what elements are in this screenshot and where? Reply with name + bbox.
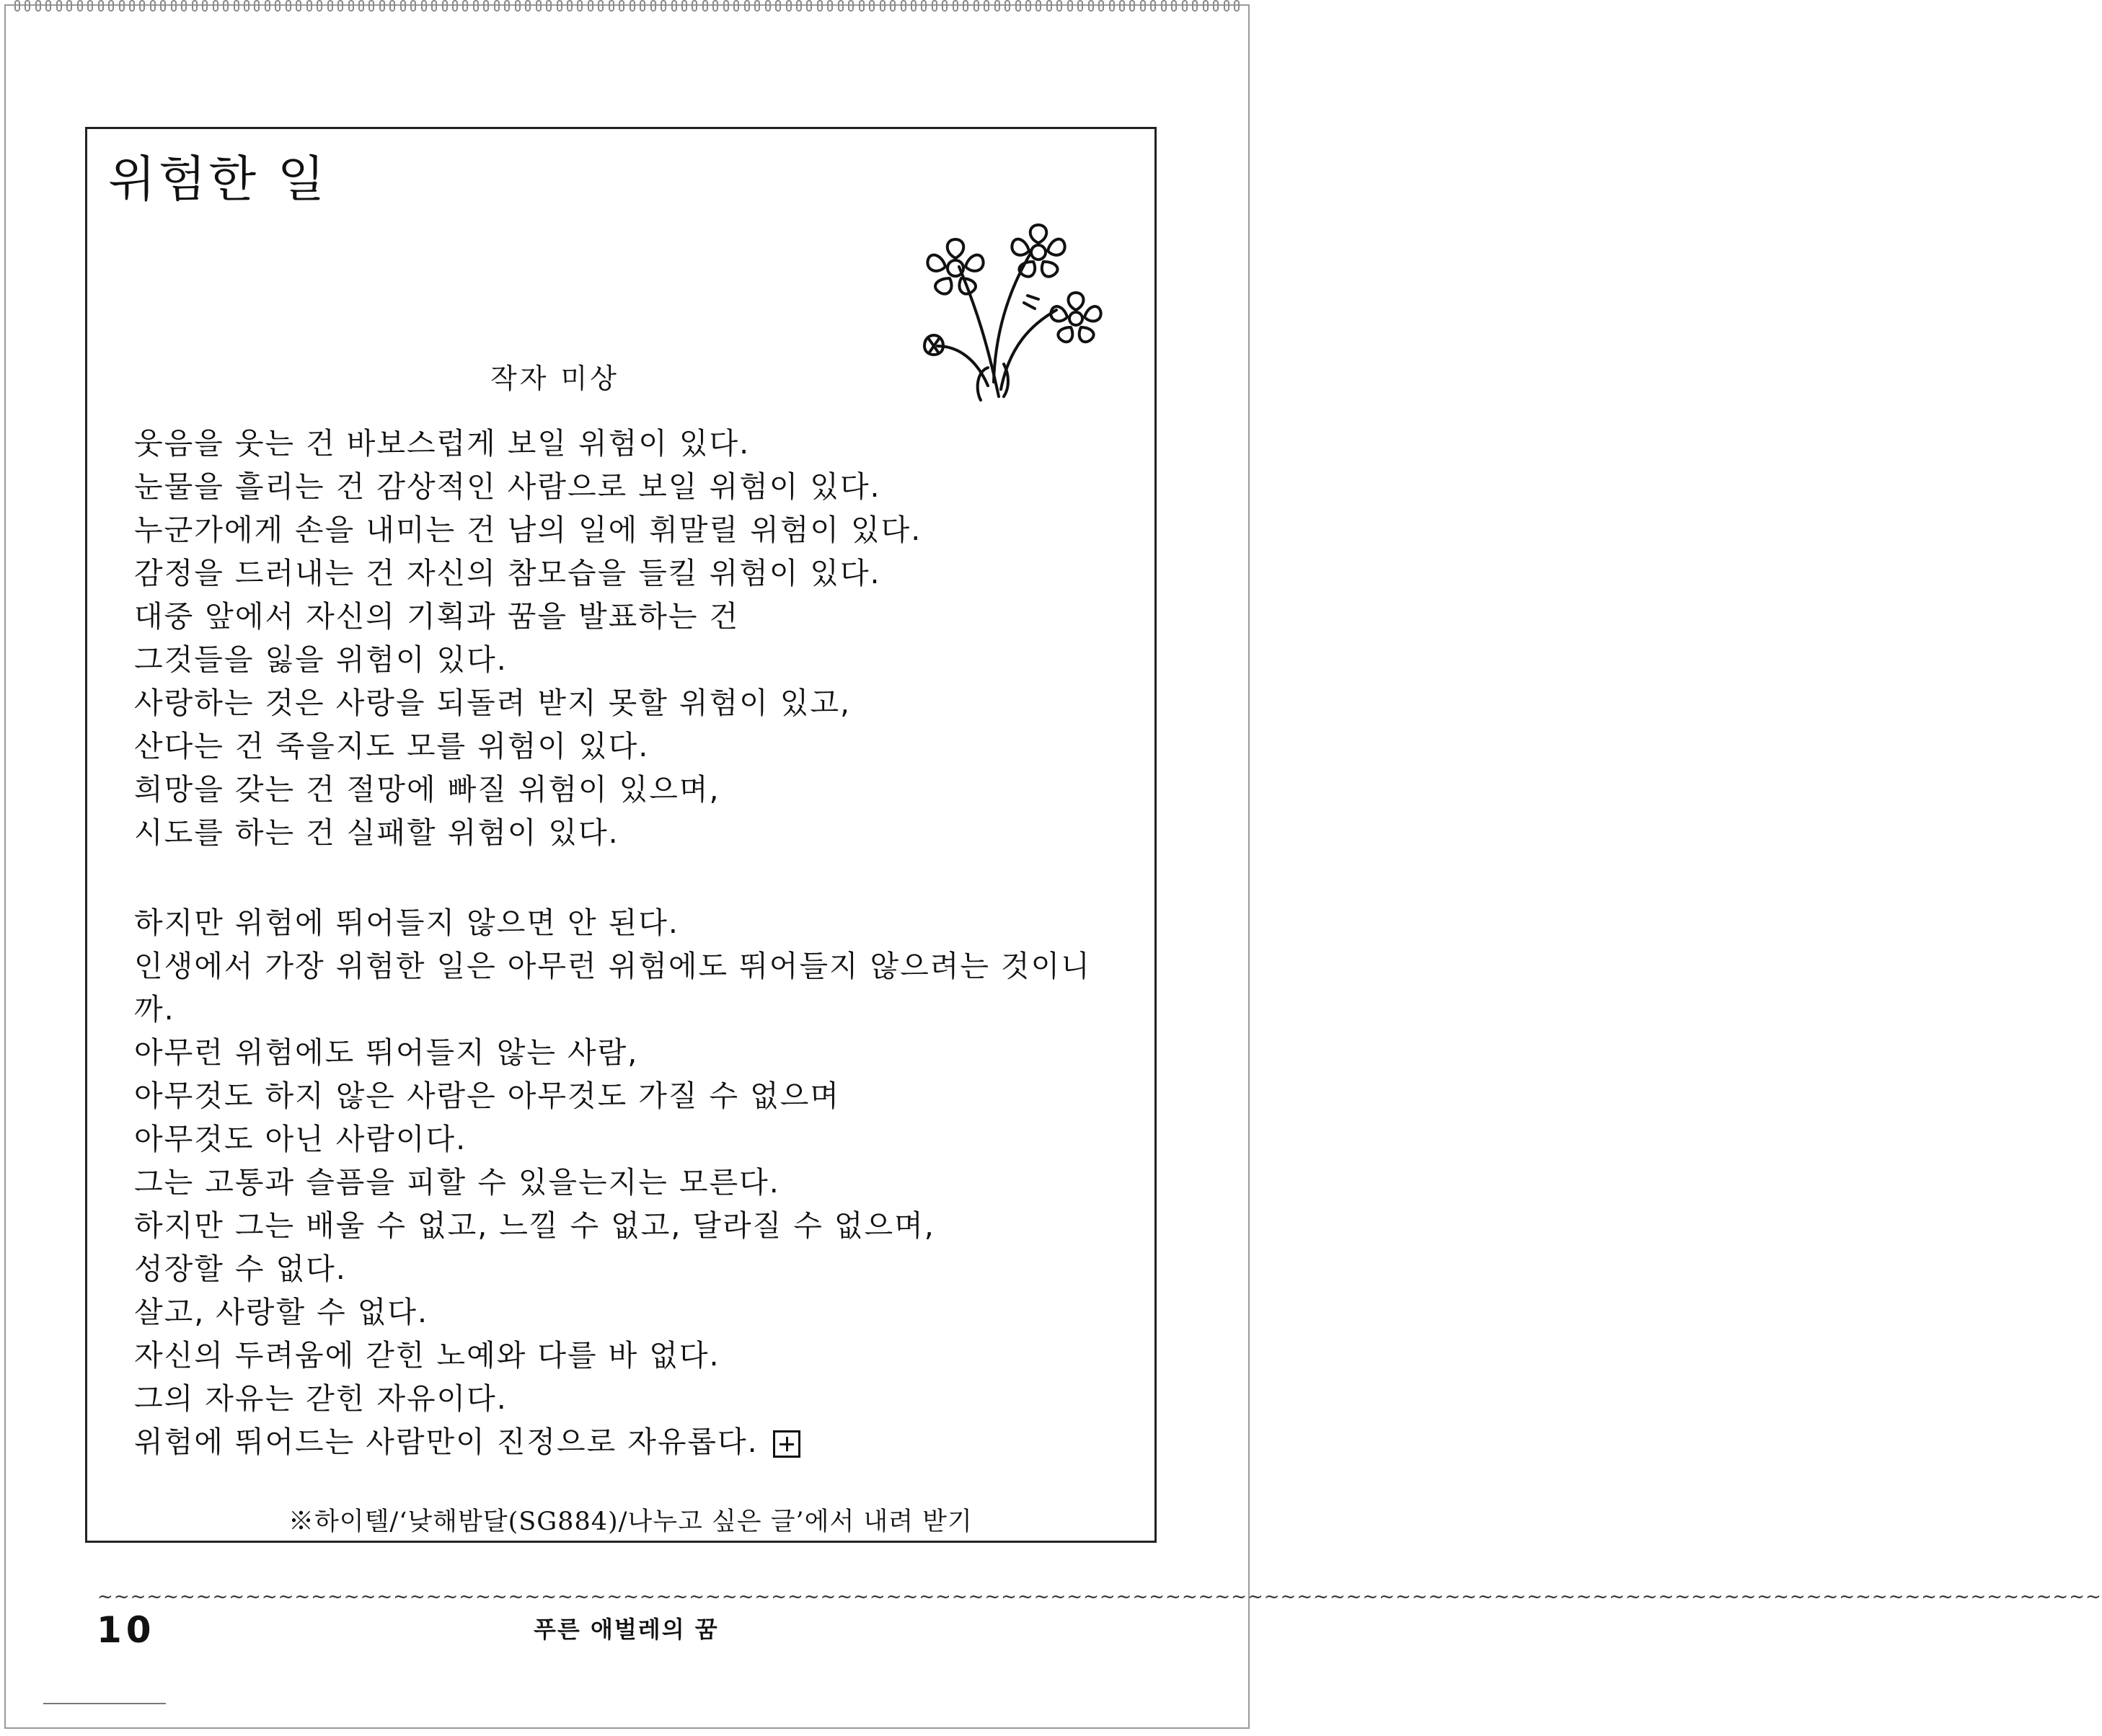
spiral-ring — [984, 0, 989, 12]
poem-line: 하지만 그는 배울 수 없고, 느낄 수 없고, 달라질 수 없으며, — [134, 1208, 935, 1243]
spiral-ring — [286, 0, 291, 12]
spiral-ring — [723, 0, 729, 12]
spiral-ring — [254, 0, 260, 12]
spiral-ring — [546, 0, 552, 12]
spiral-ring — [192, 0, 198, 12]
spiral-ring — [181, 0, 187, 12]
poem-stanza-2 — [134, 901, 1158, 1463]
spiral-ring — [119, 0, 125, 12]
spiral-ring — [1213, 0, 1219, 12]
spiral-ring — [35, 0, 41, 12]
spiral-ring — [817, 0, 823, 12]
spiral-ring — [953, 0, 958, 12]
spiral-ring — [1224, 0, 1229, 12]
spiral-ring — [1109, 0, 1115, 12]
spiral-ring — [536, 0, 542, 12]
poem-stanza-1 — [134, 422, 1158, 854]
poem-line: 까. — [134, 992, 175, 1027]
decorative-wave-divider: ~~~~~~~~~~~~~~~~~~~~~~~~~~~~~~~~~~~~~~~~~~~~~~~~~~~~~~~~~~~~~~~~~~~~~~~~~~~~~~~~~~~~~~~~~~~~~~~~~~~~~~~~~~~~~~~~~~~~~~~~~~ — [97, 1586, 2102, 1608]
spiral-ring — [1203, 0, 1209, 12]
spiral-ring — [1035, 0, 1041, 12]
footnote-rule — [43, 1703, 166, 1704]
spiral-ring — [515, 0, 521, 12]
spiral-ring — [880, 0, 886, 12]
poem-line: 살고, 사랑할 수 없다. — [134, 1295, 429, 1329]
spiral-ring — [712, 0, 718, 12]
poem-line: 산다는 건 죽을지도 모를 위험이 있다. — [134, 729, 650, 763]
spiral-ring — [744, 0, 750, 12]
spiral-ring — [1025, 0, 1031, 12]
spiral-ring — [1161, 0, 1167, 12]
spiral-ring — [1140, 0, 1146, 12]
spiral-ring — [796, 0, 802, 12]
spiral-ring — [619, 0, 624, 12]
flower-illustration — [909, 223, 1118, 411]
poem-line: 성장할 수 없다. — [134, 1252, 347, 1286]
spiral-ring — [786, 0, 792, 12]
spiral-ring — [650, 0, 656, 12]
spiral-ring — [66, 0, 72, 12]
spiral-ring — [911, 0, 917, 12]
spiral-ring — [733, 0, 739, 12]
poem-line: 웃음을 웃는 건 바보스럽게 보일 위험이 있다. — [134, 426, 751, 461]
spiral-ring — [1129, 0, 1135, 12]
spiral-ring — [901, 0, 906, 12]
spiral-ring — [1077, 0, 1083, 12]
spiral-ring — [223, 0, 229, 12]
spiral-ring — [1098, 0, 1104, 12]
spiral-ring — [368, 0, 374, 12]
poem-line: 그의 자유는 갇힌 자유이다. — [134, 1381, 508, 1416]
spiral-ring — [265, 0, 270, 12]
spiral-ring — [1192, 0, 1198, 12]
running-footer-title: 푸른 애벌레의 꿈 — [534, 1616, 719, 1643]
spiral-ring — [483, 0, 489, 12]
poem-line: 감정을 드러내는 건 자신의 참모습을 들킬 위험이 있다. — [134, 556, 881, 590]
spiral-ring — [462, 0, 468, 12]
spiral-ring — [827, 0, 833, 12]
spiral-ring — [348, 0, 354, 12]
poem-line: 그는 고통과 슬픔을 피할 수 있을는지는 모른다. — [134, 1165, 780, 1200]
spiral-ring — [442, 0, 448, 12]
spiral-ring — [244, 0, 249, 12]
spiral-ring — [25, 0, 30, 12]
spiral-ring — [1171, 0, 1177, 12]
source-note: ※하이텔/‘낮해밤달(SG884)/나누고 싶은 글’에서 내려 받기 — [288, 1507, 973, 1536]
spiral-ring — [494, 0, 500, 12]
spiral-ring — [234, 0, 239, 12]
spiral-ring — [630, 0, 635, 12]
spiral-ring — [942, 0, 948, 12]
spiral-ring — [1015, 0, 1021, 12]
spiral-ring — [859, 0, 865, 12]
spiral-ring — [609, 0, 614, 12]
spiral-ring — [525, 0, 531, 12]
poem-line: 하지만 위험에 뛰어들지 않으면 안 된다. — [134, 905, 679, 940]
spiral-ring — [87, 0, 93, 12]
spiral-ring — [1182, 0, 1188, 12]
spiral-ring — [921, 0, 927, 12]
poem-line: 대중 앞에서 자신의 기획과 꿈을 발표하는 건 — [134, 599, 740, 634]
poem-line: 인생에서 가장 위험한 일은 아무런 위험에도 뛰어들지 않으려는 것이니 — [134, 949, 1091, 983]
spiral-ring — [567, 0, 573, 12]
poem-line: 사랑하는 것은 사랑을 되돌려 받지 못할 위험이 있고, — [134, 686, 851, 720]
spiral-ring — [932, 0, 937, 12]
spiral-ring — [327, 0, 333, 12]
spiral-ring — [306, 0, 312, 12]
spiral-ring — [337, 0, 343, 12]
spiral-ring — [692, 0, 697, 12]
spiral-ring — [577, 0, 583, 12]
poem-last-line — [134, 1420, 1158, 1463]
spiral-ring — [1119, 0, 1125, 12]
spiral-ring — [202, 0, 208, 12]
spiral-ring — [317, 0, 322, 12]
spiral-ring — [890, 0, 896, 12]
spiral-ring — [421, 0, 427, 12]
poem-line: 자신의 두려움에 갇힌 노예와 다를 바 없다. — [134, 1338, 720, 1373]
poem-line: 눈물을 흘리는 건 감상적인 사람으로 보일 위험이 있다. — [134, 469, 881, 504]
spiral-ring — [806, 0, 812, 12]
spiral-ring — [1088, 0, 1094, 12]
spiral-ring — [775, 0, 781, 12]
spiral-ring — [963, 0, 968, 12]
spiral-ring — [108, 0, 114, 12]
spiral-ring — [754, 0, 760, 12]
poem-line: 아무것도 아닌 사람이다. — [134, 1122, 467, 1156]
spiral-ring — [160, 0, 166, 12]
spiral-ring — [56, 0, 62, 12]
spiral-ring — [588, 0, 593, 12]
spiral-ring — [671, 0, 677, 12]
spiral-ring — [77, 0, 83, 12]
spiral-ring — [275, 0, 281, 12]
poem-line: 누군가에게 손을 내미는 건 남의 일에 휘말릴 위험이 있다. — [134, 513, 922, 547]
spiral-ring — [1150, 0, 1156, 12]
spiral-ring — [296, 0, 301, 12]
spiral-ring — [1046, 0, 1052, 12]
spiral-ring — [171, 0, 177, 12]
poem-line-text: 위험에 뛰어드는 사람만이 진정으로 자유롭다. — [134, 1425, 759, 1459]
spiral-ring — [1004, 0, 1010, 12]
spiral-binding — [14, 0, 1240, 19]
spiral-ring — [504, 0, 510, 12]
spiral-ring — [973, 0, 979, 12]
spiral-ring — [598, 0, 604, 12]
spiral-ring — [139, 0, 145, 12]
spiral-ring — [702, 0, 708, 12]
spiral-ring — [1067, 0, 1073, 12]
spiral-ring — [14, 0, 20, 12]
spiral-ring — [681, 0, 687, 12]
spiral-ring — [410, 0, 416, 12]
poem-line: 그것들을 잃을 위험이 있다. — [134, 642, 508, 677]
poem-line: 희망을 갖는 건 절망에 빠질 위험이 있으며, — [134, 772, 720, 807]
spiral-ring — [379, 0, 385, 12]
poem-line: 시도를 하는 건 실패할 위험이 있다. — [134, 815, 619, 850]
poem-line: 아무것도 하지 않은 사람은 아무것도 가질 수 없으며 — [134, 1079, 840, 1113]
spiral-ring — [473, 0, 479, 12]
spiral-ring — [838, 0, 844, 12]
spiral-ring — [213, 0, 218, 12]
spiral-ring — [848, 0, 854, 12]
author-line: 작자 미상 — [490, 363, 619, 394]
page-title: 위험한 일 — [108, 151, 328, 208]
spiral-ring — [994, 0, 1000, 12]
spiral-ring — [1234, 0, 1240, 12]
spiral-ring — [129, 0, 135, 12]
spiral-ring — [557, 0, 562, 12]
spiral-ring — [358, 0, 364, 12]
spiral-ring — [1056, 0, 1062, 12]
spiral-ring — [661, 0, 666, 12]
spiral-ring — [640, 0, 645, 12]
page-number: 10 — [97, 1609, 156, 1651]
spiral-ring — [452, 0, 458, 12]
spiral-ring — [389, 0, 395, 12]
spiral-ring — [431, 0, 437, 12]
spiral-ring — [45, 0, 51, 12]
spiral-ring — [98, 0, 104, 12]
spiral-ring — [869, 0, 875, 12]
spiral-ring — [765, 0, 771, 12]
spiral-ring — [150, 0, 156, 12]
spiral-ring — [400, 0, 406, 12]
poem-line: 아무런 위험에도 뛰어들지 않는 사람, — [134, 1035, 639, 1070]
end-mark-icon — [773, 1430, 800, 1458]
